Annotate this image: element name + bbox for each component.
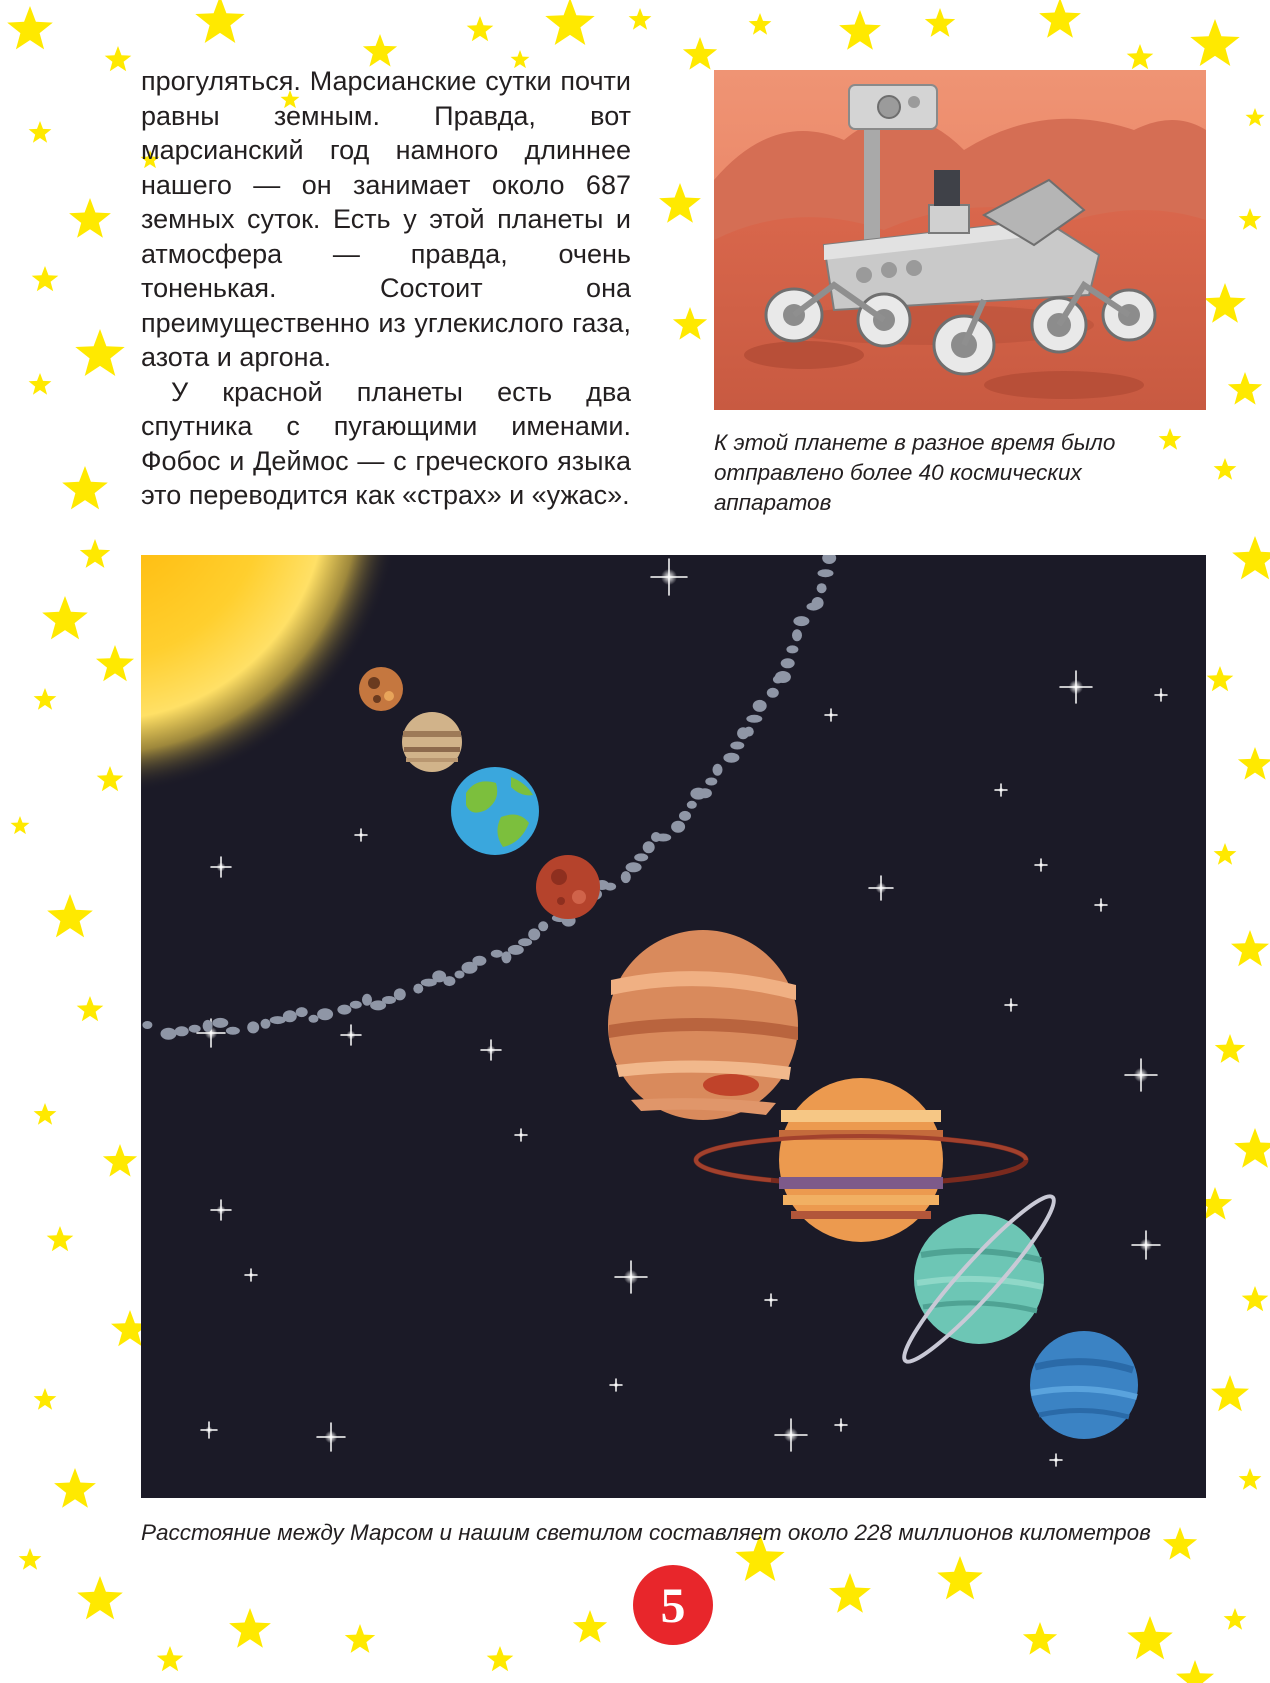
page-number-badge: 5	[633, 1565, 713, 1645]
border-star-icon	[105, 46, 132, 71]
border-star-icon	[673, 307, 707, 340]
paragraph-mars-moons: У красной планеты есть два спутника с пугающими именами. Фобос и Деймос — с греческого языка это переводится как «страх» и «ужас».	[141, 376, 631, 510]
asteroid-icon	[744, 727, 754, 737]
asteroid-icon	[671, 821, 685, 833]
asteroid-icon	[203, 1020, 213, 1032]
border-star-icon	[1127, 44, 1154, 69]
asteroid-icon	[792, 629, 802, 641]
border-star-icon	[11, 816, 30, 834]
border-star-icon	[1204, 283, 1246, 323]
border-star-icon	[749, 13, 772, 35]
asteroid-icon	[655, 834, 671, 842]
asteroid-icon	[296, 1007, 308, 1017]
asteroid-icon	[705, 778, 717, 786]
border-star-icon	[1234, 1128, 1270, 1168]
border-star-icon	[839, 10, 881, 50]
border-star-icon	[659, 183, 701, 223]
earth-icon	[451, 767, 539, 855]
asteroid-icon	[175, 1026, 189, 1036]
border-star-icon	[1127, 1616, 1173, 1659]
asteroid-icon	[443, 976, 455, 986]
asteroid-icon	[382, 996, 396, 1004]
asteroid-icon	[812, 597, 824, 609]
asteroid-icon	[781, 658, 795, 668]
border-star-icon	[467, 16, 494, 41]
asteroid-icon	[753, 700, 767, 712]
border-star-icon	[1215, 1034, 1245, 1063]
asteroid-icon	[687, 801, 697, 809]
asteroid-icon	[817, 583, 827, 593]
border-star-icon	[1246, 108, 1265, 126]
asteroid-icon	[247, 1021, 259, 1033]
border-star-icon	[34, 688, 57, 710]
border-star-icon	[54, 1468, 96, 1508]
border-star-icon	[937, 1556, 983, 1599]
jupiter-icon	[608, 930, 798, 1120]
mercury-icon	[359, 667, 403, 711]
border-star-icon	[1242, 1286, 1269, 1311]
border-star-icon	[29, 373, 52, 395]
asteroid-icon	[261, 1019, 271, 1029]
asteroid-icon	[413, 984, 423, 994]
asteroid-icon	[508, 945, 524, 955]
border-star-icon	[47, 894, 93, 937]
border-star-icon	[75, 329, 124, 376]
asteroid-icon	[528, 928, 540, 940]
border-star-icon	[925, 8, 955, 37]
border-star-icon	[1224, 1608, 1247, 1630]
border-star-icon	[97, 766, 124, 791]
border-star-icon	[1176, 1660, 1214, 1683]
border-star-icon	[1039, 0, 1081, 38]
border-star-icon	[29, 121, 52, 143]
border-star-icon	[229, 1608, 271, 1648]
border-star-icon	[62, 466, 108, 509]
asteroid-icon	[472, 956, 486, 966]
asteroid-icon	[350, 1001, 362, 1009]
border-star-icon	[19, 1548, 42, 1570]
asteroid-icon	[767, 688, 779, 698]
border-star-icon	[1228, 372, 1262, 405]
asteroid-icon	[226, 1027, 240, 1035]
border-star-icon	[34, 1103, 57, 1125]
border-star-icon	[1231, 930, 1269, 966]
mars-icon	[536, 855, 600, 919]
asteroid-icon	[142, 1021, 152, 1029]
border-star-icon	[157, 1646, 184, 1671]
border-star-icon	[1239, 1468, 1262, 1490]
border-star-icon	[80, 539, 110, 568]
border-star-icon	[42, 596, 88, 639]
asteroid-icon	[679, 811, 691, 821]
border-star-icon	[363, 34, 397, 67]
border-star-icon	[345, 1624, 375, 1653]
mars-rover-icon	[714, 70, 1206, 410]
rover-caption: К этой планете в разное время было отправлено более 40 космических аппаратов	[714, 430, 1116, 515]
border-star-icon	[34, 1388, 57, 1410]
asteroid-icon	[730, 742, 744, 750]
asteroid-icon	[793, 616, 809, 626]
asteroid-icon	[698, 788, 712, 798]
border-star-icon	[195, 0, 244, 43]
asteroid-icon	[309, 1015, 319, 1023]
neptune-icon	[1030, 1331, 1138, 1439]
border-star-icon	[1023, 1622, 1057, 1655]
solar-system-figure	[141, 555, 1206, 1498]
asteroid-icon	[317, 1008, 333, 1020]
asteroid-icon	[621, 871, 631, 883]
asteroid-icon	[746, 715, 762, 723]
asteroid-icon	[634, 853, 648, 861]
asteroid-icon	[394, 988, 406, 1000]
asteroid-icon	[189, 1025, 201, 1033]
asteroid-icon	[538, 921, 548, 931]
border-star-icon	[683, 37, 717, 70]
venus-icon	[402, 712, 462, 772]
body-text	[141, 64, 631, 513]
asteroid-icon	[786, 645, 798, 653]
asteroid-icon	[818, 569, 834, 577]
solar-system-caption: Расстояние между Марсом и нашим светилом составляет около 228 миллионов километров	[141, 1520, 1151, 1545]
asteroid-icon	[775, 671, 791, 683]
rover-figure	[714, 70, 1206, 410]
asteroid-icon	[161, 1028, 177, 1040]
border-star-icon	[1238, 747, 1270, 780]
border-star-icon	[487, 1646, 514, 1671]
border-star-icon	[77, 996, 104, 1021]
asteroid-icon	[604, 883, 616, 891]
border-star-icon	[47, 1226, 74, 1251]
border-star-icon	[32, 266, 59, 291]
asteroid-icon	[643, 841, 655, 853]
border-star-icon	[1207, 666, 1234, 691]
border-star-icon	[96, 645, 134, 681]
border-star-icon	[1214, 458, 1237, 480]
asteroid-icon	[212, 1018, 228, 1028]
asteroid-icon	[283, 1010, 297, 1022]
asteroid-icon	[518, 938, 532, 946]
border-star-icon	[1214, 843, 1237, 865]
border-star-icon	[573, 1610, 607, 1643]
asteroid-icon	[713, 764, 723, 776]
border-star-icon	[1190, 19, 1239, 66]
border-star-icon	[1239, 208, 1262, 230]
asteroid-icon	[337, 1005, 351, 1015]
border-star-icon	[629, 8, 652, 30]
border-star-icon	[7, 6, 53, 49]
asteroid-icon	[626, 862, 642, 872]
border-star-icon	[1211, 1375, 1249, 1411]
asteroid-icon	[491, 950, 503, 958]
border-star-icon	[103, 1144, 137, 1177]
border-star-icon	[829, 1573, 871, 1613]
border-star-icon	[545, 0, 594, 45]
border-star-icon	[77, 1576, 123, 1619]
border-star-icon	[69, 198, 111, 238]
asteroid-icon	[723, 753, 739, 763]
asteroid-icon	[455, 971, 465, 979]
paragraph-mars-facts: прогуляться. Марсианские сутки почти равны земным. Правда, вот марсианский год намного длиннее нашего — он занимает около 687 земных суток. Есть у этой планеты и атмосфера — правда, очень тоненькая. Состоит она преимущественно из углекислого газа, азота и аргона.	[141, 66, 631, 372]
solar-system-illustration	[141, 555, 1206, 1498]
border-star-icon	[1232, 536, 1270, 579]
